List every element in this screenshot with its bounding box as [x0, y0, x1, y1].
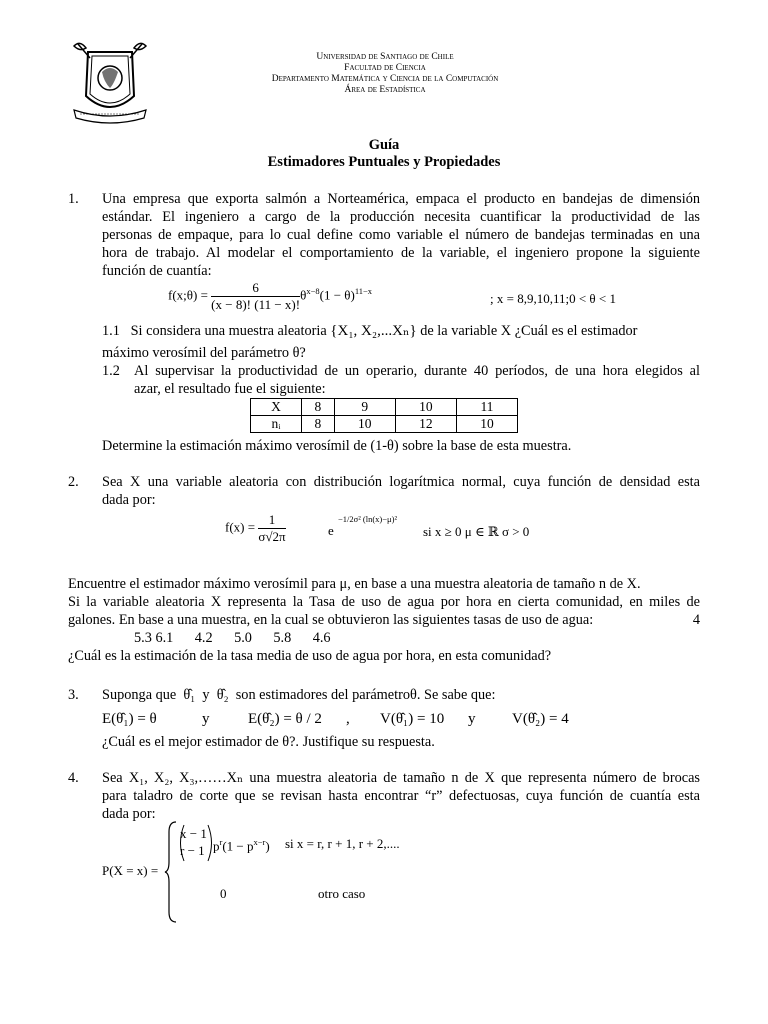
university-seal-logo: [68, 38, 152, 124]
q1-sub-1-2-number: 1.2: [102, 363, 120, 379]
header-university: Universidad de Santiago de Chile: [316, 52, 454, 62]
q1-statement: Una empresa que exporta salmón a Norteamérica, empaca el producto en bandejas de dimensión estándar. El ingeniero a cargo de la producción necesita cuantificar la productividad de las personas de empaque, para lo cual define como variable el número de bandejas terminadas en una hora de trabajo. Al modelar el comportamiento de la variable, el ingeniero propone la siguiente función de cuantía:: [102, 191, 700, 279]
q4-formula-body: $p^r(1 - p^{x-r})$: [213, 837, 270, 854]
document-title-line2: Estimadores Puntuales y Propiedades: [267, 154, 501, 170]
q2-formula-exp-base: e: [328, 523, 334, 538]
q2-body: Encuentre el estimador máximo verosímil para μ, en base a una muestra aleatoria de tamaño n de X. Si la variable aleatoria X representa la Tasa de uso de agua por hora en cierta comunidad, en miles de galones. En base a una muestra, en la cual se obtuvieron las siguientes tasas de uso de agua: 4 5.3 6.1 4.2 5.0 5.8 4.6 ¿Cuál es la estimación de la tasa media de uso de agua por hora, en esta comunidad?: [68, 576, 700, 664]
q2-number: 2.: [68, 474, 79, 490]
table-row: X 8 9 10 11: [251, 399, 518, 416]
q4-formula-cond2: otro caso: [318, 886, 366, 901]
q4-formula-cond1: si x = r, r + 1, r + 2,....: [285, 836, 400, 851]
q1-formula-domain: ; x = 8,9,10,11;0 < θ < 1: [490, 291, 616, 306]
header-department: Departamento Matemática y Ciencia de la Computación: [271, 74, 499, 84]
q4-statement: Sea X₁, X₂, X₃,……Xₙ una muestra aleatoria de tamaño n de X que representa número de brocas para taladro de corte que se revisan hasta encontrar “r” defectuosas, cuya función de cuantía esta dada por:: [102, 770, 700, 822]
q2-formula-conditions: si x ≥ 0 μ ∈ ℝ σ > 0: [423, 524, 530, 539]
q4-formula-zero: 0: [220, 886, 227, 901]
q3-estimator-properties: E(θ̂₁) = θ y E(θ̂₂) = θ / 2 , V(θ̂₁) = 10 y V(θ̂₂) = 4: [102, 711, 569, 727]
q4-formula-lhs: P(X = x) =: [102, 863, 159, 878]
q1-formula: f(x;θ) = $\frac{6}{(x - 8)! (11 - x)!}$ $\theta^{x-8}(1 - \theta)^{11-x}$: [168, 280, 373, 312]
q1-question-end: Determine la estimación máximo verosímil de (1-θ) sobre la base de esta muestra.: [102, 438, 572, 454]
q4-number: 4.: [68, 770, 79, 786]
q3-question: ¿Cuál es el mejor estimador de θ?. Justifique su respuesta.: [102, 734, 435, 750]
q2-statement: Sea X una variable aleatoria con distribución logarítmica normal, cuya función de densidad esta dada por:: [102, 474, 700, 508]
q3-statement: Suponga que θ̂₁ y θ̂₂ son estimadores del parámetroθ. Se sabe que:: [102, 687, 496, 703]
table-row: nᵢ 8 10 12 10: [251, 416, 518, 433]
q1-sub-1-1: 1.1 Si considera una muestra aleatoria {X₁, X₂,...Xₙ} de la variable X ¿Cuál es el estimador: [102, 323, 638, 339]
q2-formula-exponent: −1/2σ² (ln(x)−μ)²: [338, 514, 397, 524]
q1-sub-1-2: Al supervisar la productividad de un operario, durante 40 períodos, de una hora elegidos al azar, el resultado fue el siguiente:: [134, 363, 700, 397]
document-title-line1: Guía: [368, 137, 400, 153]
q1-sub-1-1-line2: máximo verosímil del parámetro θ?: [102, 345, 306, 361]
frequency-table: [250, 398, 518, 433]
q1-number: 1.: [68, 191, 79, 207]
institution-header: [150, 52, 620, 96]
header-faculty: Facultad de Ciencia: [344, 63, 426, 73]
q2-formula: f(x) = $\frac{1}{\sigma√2\pi}$: [225, 512, 286, 544]
header-area: Área de Estadística: [344, 85, 426, 95]
q3-number: 3.: [68, 687, 79, 703]
q4-binomial: x − 1 r − 1: [180, 826, 207, 858]
